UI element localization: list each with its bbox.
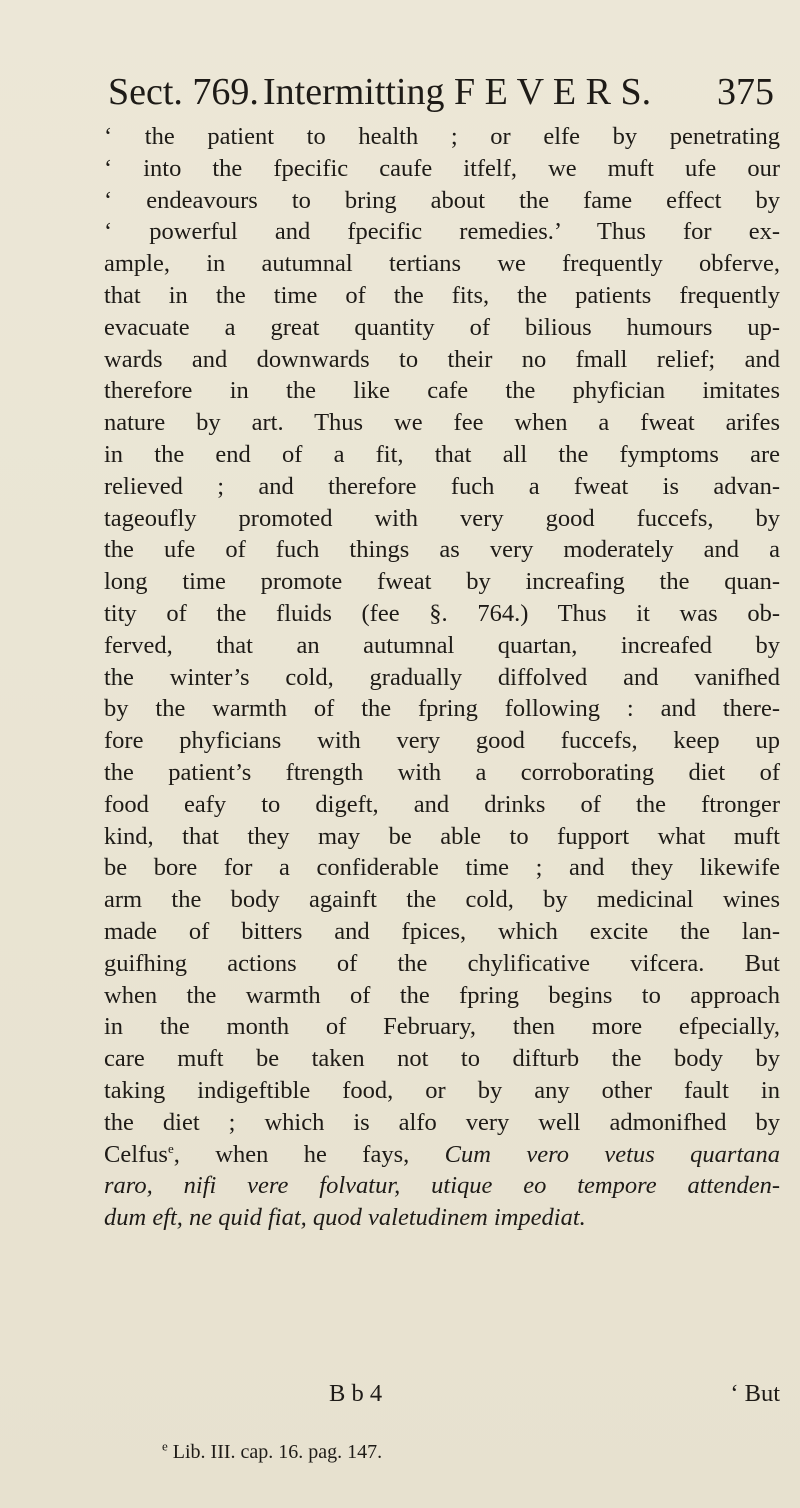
text-line: ‘ endeavours to bring about the fame effect by — [104, 186, 780, 214]
text-line: ample, in autumnal tertians we frequently obferve, — [104, 250, 780, 278]
latin-line: dum eft, ne quid fiat, quod valetudinem impediat. — [104, 1204, 586, 1232]
celsus-roman-text: , when he fays, — [173, 1140, 410, 1168]
running-header — [108, 62, 774, 122]
text-line: in the end of a fit, that all the fymptoms are — [104, 440, 780, 468]
footnote-mark: e — [162, 1438, 168, 1454]
text-line: tity of the fluids (fee §. 764.) Thus it was ob- — [104, 599, 780, 627]
latin-line: raro, nifi vere folvatur, utique eo tempore attenden- — [104, 1172, 780, 1200]
text-line: taking indigeftible food, or by any other fault in — [104, 1076, 780, 1104]
text-line: that in the time of the fits, the patients frequently — [104, 281, 780, 309]
text-line: ‘ powerful and fpecific remedies.’ Thus for ex- — [104, 218, 780, 246]
text-line: guifhing actions of the chylificative vifcera. But — [104, 949, 780, 977]
text-line: food eafy to digeft, and drinks of the ftronger — [104, 790, 780, 818]
latin-quote-start: Cum vero vetus quartana — [444, 1140, 781, 1168]
text-line: made of bitters and fpices, which excite the lan- — [104, 917, 780, 945]
celsus-line — [104, 1139, 780, 1171]
text-line: ‘ into the fpecific caufe itfelf, we muft ufe our — [104, 154, 780, 182]
text-line: tageoufly promoted with very good fuccefs, by — [104, 504, 780, 532]
text-line: ‘ the patient to health ; or elfe by penetrating — [104, 123, 780, 150]
text-line: the winter’s cold, gradually diffolved and vanifhed — [104, 663, 780, 691]
text-line: be bore for a confiderable time ; and they likewife — [104, 854, 780, 882]
text-line: fore phyficians with very good fuccefs, keep up — [104, 727, 780, 755]
printer-signature: B b 4 — [329, 1380, 383, 1407]
text-line: ferved, that an autumnal quartan, increafed by — [104, 631, 780, 659]
page-number: 375 — [717, 71, 774, 113]
signature-row — [104, 1378, 780, 1410]
running-title: Intermitting F E V E R S. — [263, 71, 652, 113]
section-number: Sect. 769. — [108, 71, 259, 113]
text-line: wards and downwards to their no fmall relief; and — [104, 345, 780, 373]
celsus-name: Celfus — [104, 1140, 168, 1168]
footnote — [162, 1438, 382, 1466]
text-line: when the warmth of the fpring begins to approach — [104, 981, 780, 1009]
text-line: by the warmth of the fpring following : and there- — [104, 695, 780, 723]
text-line: evacuate a great quantity of bilious humours up- — [104, 313, 780, 341]
text-line: the diet ; which is alfo very well admonifhed by — [104, 1108, 780, 1136]
text-line: nature by art. Thus we fee when a fweat arifes — [104, 409, 780, 437]
text-line: arm the body againft the cold, by medicinal wines — [104, 886, 780, 914]
catchword: ‘ But — [730, 1380, 780, 1407]
text-line: in the month of February, then more efpecially, — [104, 1013, 780, 1041]
body-text — [104, 121, 780, 1234]
footnote-text: Lib. III. cap. 16. pag. 147. — [172, 1441, 383, 1463]
text-line: relieved ; and therefore fuch a fweat is advan- — [104, 472, 780, 500]
text-line: the ufe of fuch things as very moderately and a — [104, 536, 780, 564]
text-line: the patient’s ftrength with a corroborating diet of — [104, 758, 780, 786]
text-line: kind, that they may be able to fupport what muft — [104, 822, 780, 850]
text-line: long time promote fweat by increafing the quan- — [104, 568, 780, 596]
text-line: therefore in the like cafe the phyfician imitates — [104, 377, 780, 405]
footnote-reference: e — [167, 1140, 174, 1156]
text-line: care muft be taken not to difturb the body by — [104, 1045, 780, 1073]
